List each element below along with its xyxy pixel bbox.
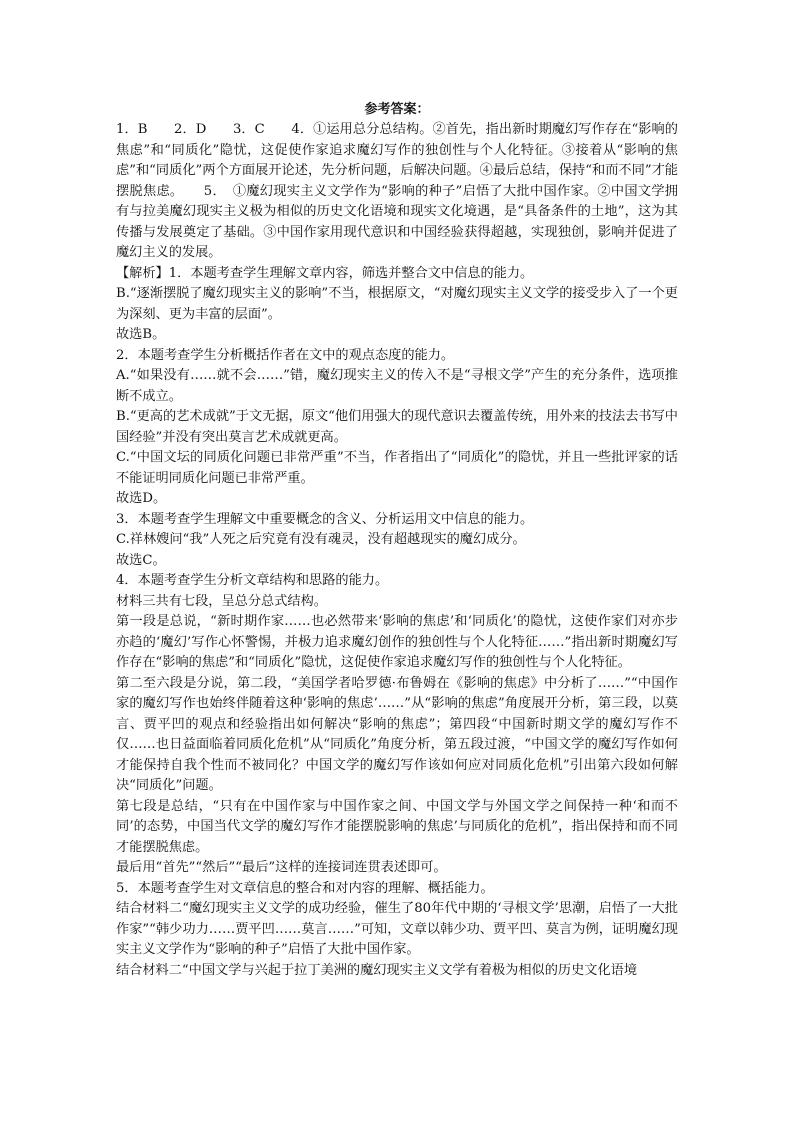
analysis-q2-option-c: C.“中国文坛的同质化问题已非常严重”不当，作者指出了“同质化”的隐忧，并且一些批评家的话不能证明同质化问题已非常严重。	[116, 450, 678, 486]
analysis-q4-structure: 材料三共有七段，呈总分总式结构。	[116, 593, 327, 609]
analysis-q2-answer: 故选D。	[116, 491, 167, 506]
analysis-q2-option-a: A.“如果没有……就不会……”错，魔幻现实主义的传入不是“寻根文学”产生的充分条件，选项推断不成立。	[116, 368, 678, 404]
analysis-q5-point-one: 结合材料二“魔幻现实主义文学的成功经验，催生了80年代中期的‘寻根文学’思潮，启悟了一大批作家”“韩少功力……贾平凹……莫言……”可知，文章以韩少功、贾平凹、莫言为例，证明魔幻现实主义文学作为“影响的种子”启悟了大批中国作家。	[116, 901, 678, 957]
analysis-q2-option-b: B.“更高的艺术成就”于文无据，原文“他们用强大的现代意识去覆盖传统，用外来的技法去书写中国经验”并没有突出莫言艺术成就更高。	[116, 409, 678, 445]
analysis-q4-paragraphs-two-six: 第二至六段是分说，第二段，“美国学者哈罗德·布鲁姆在《影响的焦虑》中分析了……”“中国作家的魔幻写作也始终伴随着这种‘影响的焦虑’……”从“影响的焦虑”角度展开分析，第三段，以莫言、贾平凹的观点和经验指出如何解决“影响的焦虑”；第四段“中国新时期文学的魔幻写作不仅……也日益面临着同质化危机”从“同质化”角度分析，第五段过渡，“中国文学的魔幻写作如何才能保持自我个性而不被同化？中国文学的魔幻写作该如何应对同质化危机”引出第六段如何解决“同质化”问题。	[116, 675, 678, 793]
analysis-q4-conclusion: 最后用“首先”“然后”“最后”这样的连接词连贯表述即可。	[116, 860, 447, 875]
analysis-q3-answer: 故选C。	[116, 552, 166, 568]
analysis-q3-option-c: C.祥林嫂问“我”人死之后究竟有没有魂灵，没有超越现实的魔幻成分。	[116, 532, 526, 547]
analysis-q4-heading: 4．本题考查学生分析文章结构和思路的能力。	[116, 573, 389, 588]
analysis-q1-answer: 故选B。	[116, 327, 166, 342]
analysis-q2-heading: 2．本题考查学生分析概括作者在文中的观点态度的能力。	[116, 347, 455, 363]
answer-document	[116, 100, 678, 981]
analysis-heading: 【解析】1．本题考查学生理解文章内容，筛选并整合文中信息的能力。	[116, 265, 534, 281]
analysis-q5-heading: 5．本题考查学生对文章信息的整合和对内容的理解、概括能力。	[116, 880, 494, 896]
answer-summary: 1．B 2．D 3．C 4．①运用总分总结构。②首先，指出新时期魔幻写作存在“影响的焦虑”和“同质化”隐忧，这促使作家追求魔幻写作的独创性与个人化特征。③接着从“影响的焦虑”和“同质化”两个方面展开论述，先分析问题，后解决问题。④最后总结，保持“和而不同”才能摆脱焦虑。 5． ①魔幻现实主义文学作为“影响的种子”启悟了大批中国作家。②中国文学拥有与拉美魔幻现实主义极为相似的历史文化语境和现实文化境遇，是“具备条件的土地”，这为其传播与发展奠定了基础。③中国作家用现代意识和中国经验获得超越，实现独创，影响并促进了魔幻主义的发展。	[116, 122, 678, 260]
analysis-q4-paragraph-seven: 第七段是总结，“只有在中国作家与中国作家之间、中国文学与外国文学之间保持一种‘和而不同’的态势，中国当代文学的魔幻写作才能摆脱影响的焦虑’与同质化的危机”，指出保持和而不同才能摆脱焦虑。	[116, 798, 678, 855]
analysis-q4-paragraph-one: 第一段是总说，“新时期作家……也必然带来‘影响的焦虑’和‘同质化’的隐忧，这使作家们对亦步亦趋的‘魔幻’写作心怀警惕，并极力追求魔幻创作的独创性与个人化特征……”指出新时期魔幻写作存在“影响的焦虑”和“同质化”隐忧，这促使作家追求魔幻写作的独创性与个人化特征。	[116, 614, 678, 670]
analysis-q3-heading: 3．本题考查学生理解文中重要概念的含义、分析运用文中信息的能力。	[116, 511, 534, 527]
analysis-q5-point-two: 结合材料二“中国文学与兴起于拉丁美洲的魔幻现实主义文学有着极为相似的历史文化语境	[116, 962, 638, 978]
page-title: 参考答案：	[364, 102, 430, 117]
analysis-q1-option-b: B.“逐渐摆脱了魔幻现实主义的影响”不当，根据原文，“对魔幻现实主义文学的接受步入了一个更为深刻、更为丰富的层面”。	[116, 286, 678, 322]
